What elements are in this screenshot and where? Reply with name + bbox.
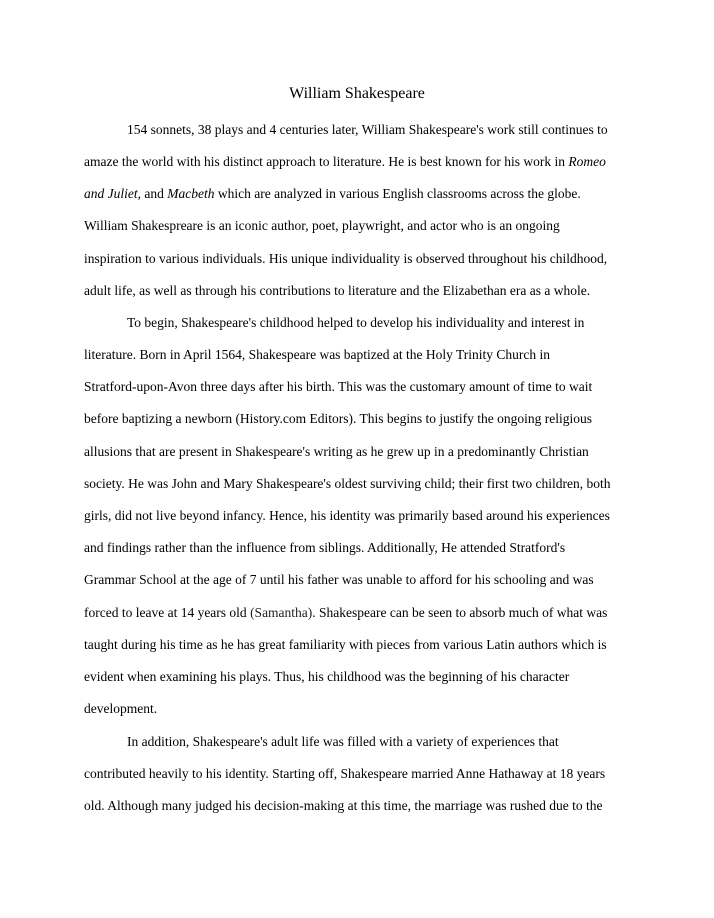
- paragraph-line: [84, 604, 607, 622]
- paragraph-line: before baptizing a newborn (History.com Editors). This begins to justify the ongoing religious: [84, 411, 593, 426]
- document-title: William Shakespeare: [289, 85, 425, 102]
- paragraph-line: To begin, Shakespeare's childhood helped to develop his individuality and interest in: [127, 315, 585, 330]
- paragraph-line: girls, did not live beyond infancy. Hence, his identity was primarily based around his experiences: [84, 508, 610, 523]
- paragraph-line: William Shakespreare is an iconic author, poet, playwright, and actor who is an ongoing: [84, 218, 560, 233]
- text-run: . Shakespeare can be seen to absorb much of what was: [312, 605, 608, 620]
- italic-title-macbeth: Macbeth: [167, 186, 215, 201]
- paragraph-line: 154 sonnets, 38 plays and 4 centuries later, William Shakespeare's work still continues to: [127, 122, 608, 137]
- paragraph-line: allusions that are present in Shakespeare's writing as he grew up in a predominantly Christian: [84, 444, 589, 459]
- paragraph-line: [84, 185, 581, 203]
- paragraph-line: development.: [84, 701, 158, 716]
- paragraph-line: Stratford-upon-Avon three days after his birth. This was the customary amount of time to wait: [84, 379, 593, 394]
- paragraph-line: literature. Born in April 1564, Shakespeare was baptized at the Holy Trinity Church in: [84, 347, 551, 362]
- paragraph-line: inspiration to various individuals. His unique individuality is observed throughout his childhood,: [84, 251, 608, 266]
- paragraph-line: adult life, as well as through his contributions to literature and the Elizabethan era as a whole.: [84, 283, 591, 298]
- citation: (Samantha): [250, 605, 313, 620]
- italic-title-romeo: Romeo: [568, 154, 606, 169]
- paragraph-line: In addition, Shakespeare's adult life was filled with a variety of experiences that: [127, 734, 559, 749]
- text-run: amaze the world with his distinct approach to literature. He is best known for his work in: [84, 154, 569, 169]
- paragraph-line: society. He was John and Mary Shakespeare's oldest surviving child; their first two children, both: [84, 476, 611, 491]
- paragraph-line: contributed heavily to his identity. Starting off, Shakespeare married Anne Hathaway at 18 years: [84, 766, 606, 781]
- paragraph-line: old. Although many judged his decision-making at this time, the marriage was rushed due to the: [84, 798, 603, 813]
- paragraph-line: evident when examining his plays. Thus, his childhood was the beginning of his character: [84, 669, 570, 684]
- italic-title-juliet: and Juliet,: [84, 186, 141, 201]
- text-run: which are analyzed in various English classrooms across the globe.: [214, 186, 581, 201]
- paragraph-line: taught during his time as he has great familiarity with pieces from various Latin authors which is: [84, 637, 607, 652]
- paragraph-line: [84, 153, 606, 171]
- text-run: forced to leave at 14 years old: [84, 605, 251, 620]
- paragraph-line: Grammar School at the age of 7 until his father was unable to afford for his schooling and was: [84, 572, 594, 587]
- paragraph-line: and findings rather than the influence from siblings. Additionally, He attended Stratford's: [84, 540, 566, 555]
- text-run: and: [141, 186, 168, 201]
